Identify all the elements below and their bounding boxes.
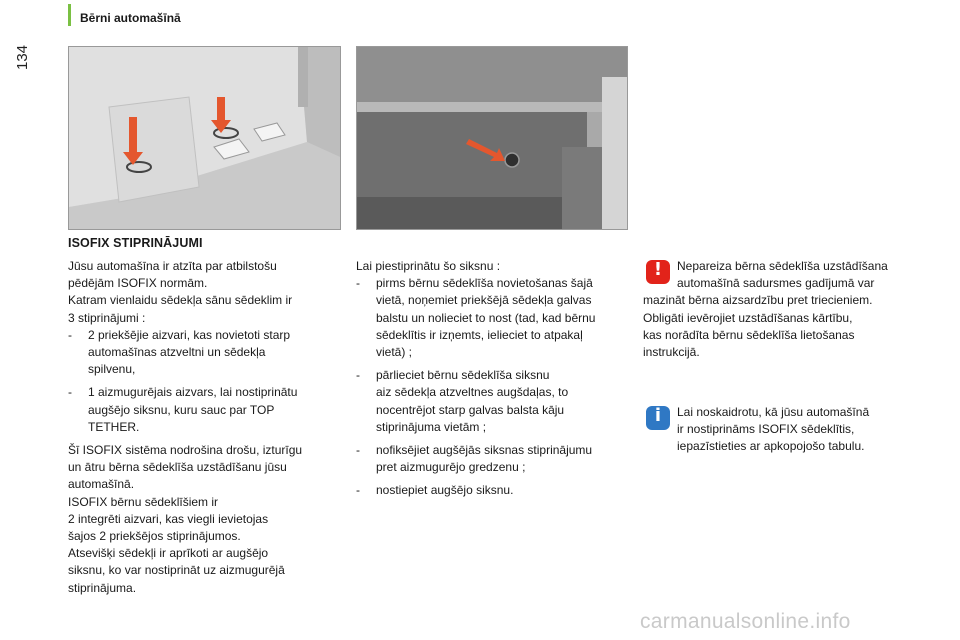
section-title: ISOFIX STIPRINĀJUMI: [68, 236, 203, 250]
text-line: Katram vienlaidu sēdekļa sānu sēdeklim ir: [68, 293, 293, 308]
text-line: TETHER.: [88, 419, 140, 434]
text-line: 2 integrēti aizvari, kas viegli ievietojas: [68, 511, 269, 526]
list-item: [356, 442, 628, 476]
text-line: Atsevišķi sēdekļi ir aprīkoti ar augšējo: [68, 546, 269, 561]
text-line: pārlieciet bērnu sēdeklīša siksnu: [376, 368, 550, 383]
list-item: [68, 327, 330, 379]
text-line: automašīnā sadursmes gadījumā var: [677, 276, 875, 291]
tether-anchor-photo: [356, 46, 628, 230]
text-line: 3 stiprinājumi :: [68, 310, 146, 325]
text-line: automašīnas atzveltni un sēdekļa: [88, 345, 266, 360]
list-item: [356, 275, 628, 361]
info-icon: i: [646, 406, 670, 430]
text-line: 1 aizmugurējais aizvars, lai nostiprinātu: [88, 385, 298, 400]
text-line: spilvenu,: [88, 362, 136, 377]
text-line: Šī ISOFIX sistēma nodrošina drošu, izturīgu: [68, 443, 303, 458]
text-line: siksnu, ko var nostiprināt uz aizmugurējā: [68, 563, 285, 578]
warning-note: [643, 258, 915, 361]
text-line: vietā, noņemiet priekšējā sēdekļa galvas: [376, 293, 592, 308]
text-line: kas norādīta bērnu sēdeklīša lietošanas: [643, 327, 855, 342]
text-line: Lai noskaidrotu, kā jūsu automašīnā: [677, 405, 870, 419]
text-line: ISOFIX bērnu sēdeklīšiem ir: [68, 494, 219, 509]
isofix-description: [68, 258, 330, 597]
text-line: pirms bērnu sēdeklīša novietošanas šajā: [376, 276, 593, 291]
text-line: balstu un nolieciet to nost (tad, kad bērnu: [376, 310, 596, 325]
text-line: nofiksējiet augšējās siksnas stiprinājumu: [376, 443, 593, 458]
header-accent-bar: [68, 4, 71, 26]
text-line: nocentrējot starp galvas balsta kāju: [376, 402, 565, 417]
text-line: aiz sēdekļa atzveltnes augšdaļas, to: [376, 385, 569, 400]
list-dash: -: [68, 385, 72, 400]
text-line: pēdējām ISOFIX normām.: [68, 276, 208, 291]
text-line: augšējo siksnu, kuru sauc par TOP: [88, 402, 275, 417]
list-dash: -: [356, 368, 360, 383]
text-line: stiprinājuma.: [68, 580, 137, 595]
text-line: automašīnā.: [68, 477, 135, 492]
tether-instructions: [356, 258, 628, 500]
text-line: šajos 2 priekšējos stiprinājumos.: [68, 529, 241, 544]
text-line: sēdeklītis ir izņemts, ielieciet to atpakaļ: [376, 327, 583, 342]
text-line: Jūsu automašīna ir atzīta par atbilstošu: [68, 259, 277, 273]
list-item: [68, 384, 330, 436]
list-item: [356, 482, 628, 499]
info-note: [643, 404, 915, 456]
text-line: nostiepiet augšējo siksnu.: [376, 483, 514, 498]
text-line: iepazīstieties ar apkopojošo tabulu.: [677, 439, 865, 454]
text-line: 2 priekšējie aizvari, kas novietoti starp: [88, 327, 291, 342]
list-item: [356, 367, 628, 436]
text-line: ir nostiprināms ISOFIX sēdeklītis,: [677, 422, 855, 437]
text-line: Nepareiza bērna sēdeklīša uzstādīšana: [677, 259, 888, 273]
watermark: carmanualsonline.info: [640, 610, 851, 633]
list-dash: -: [356, 276, 360, 291]
seat-isofix-photo: [68, 46, 341, 230]
warning-icon: !: [646, 260, 670, 284]
text-line: pret aizmugurējo gredzenu ;: [376, 460, 526, 475]
chapter-title: Bērni automašīnā: [80, 11, 181, 25]
text-line: Obligāti ievērojiet uzstādīšanas kārtību,: [643, 310, 853, 325]
text-line: instrukcijā.: [643, 345, 700, 360]
text-line: vietā) ;: [376, 345, 413, 360]
text-line: stiprinājuma vietām ;: [376, 419, 487, 434]
text-line: un ātru bērna sēdeklīša uzstādīšanu jūsu: [68, 460, 287, 475]
text-line: Lai piestiprinātu šo siksnu :: [356, 259, 501, 273]
list-dash: -: [68, 327, 72, 342]
text-line: mazināt bērna aizsardzību pret triecieniem.: [643, 293, 873, 308]
list-dash: -: [356, 443, 360, 458]
page-number: 134: [14, 44, 31, 70]
list-dash: -: [356, 483, 360, 498]
